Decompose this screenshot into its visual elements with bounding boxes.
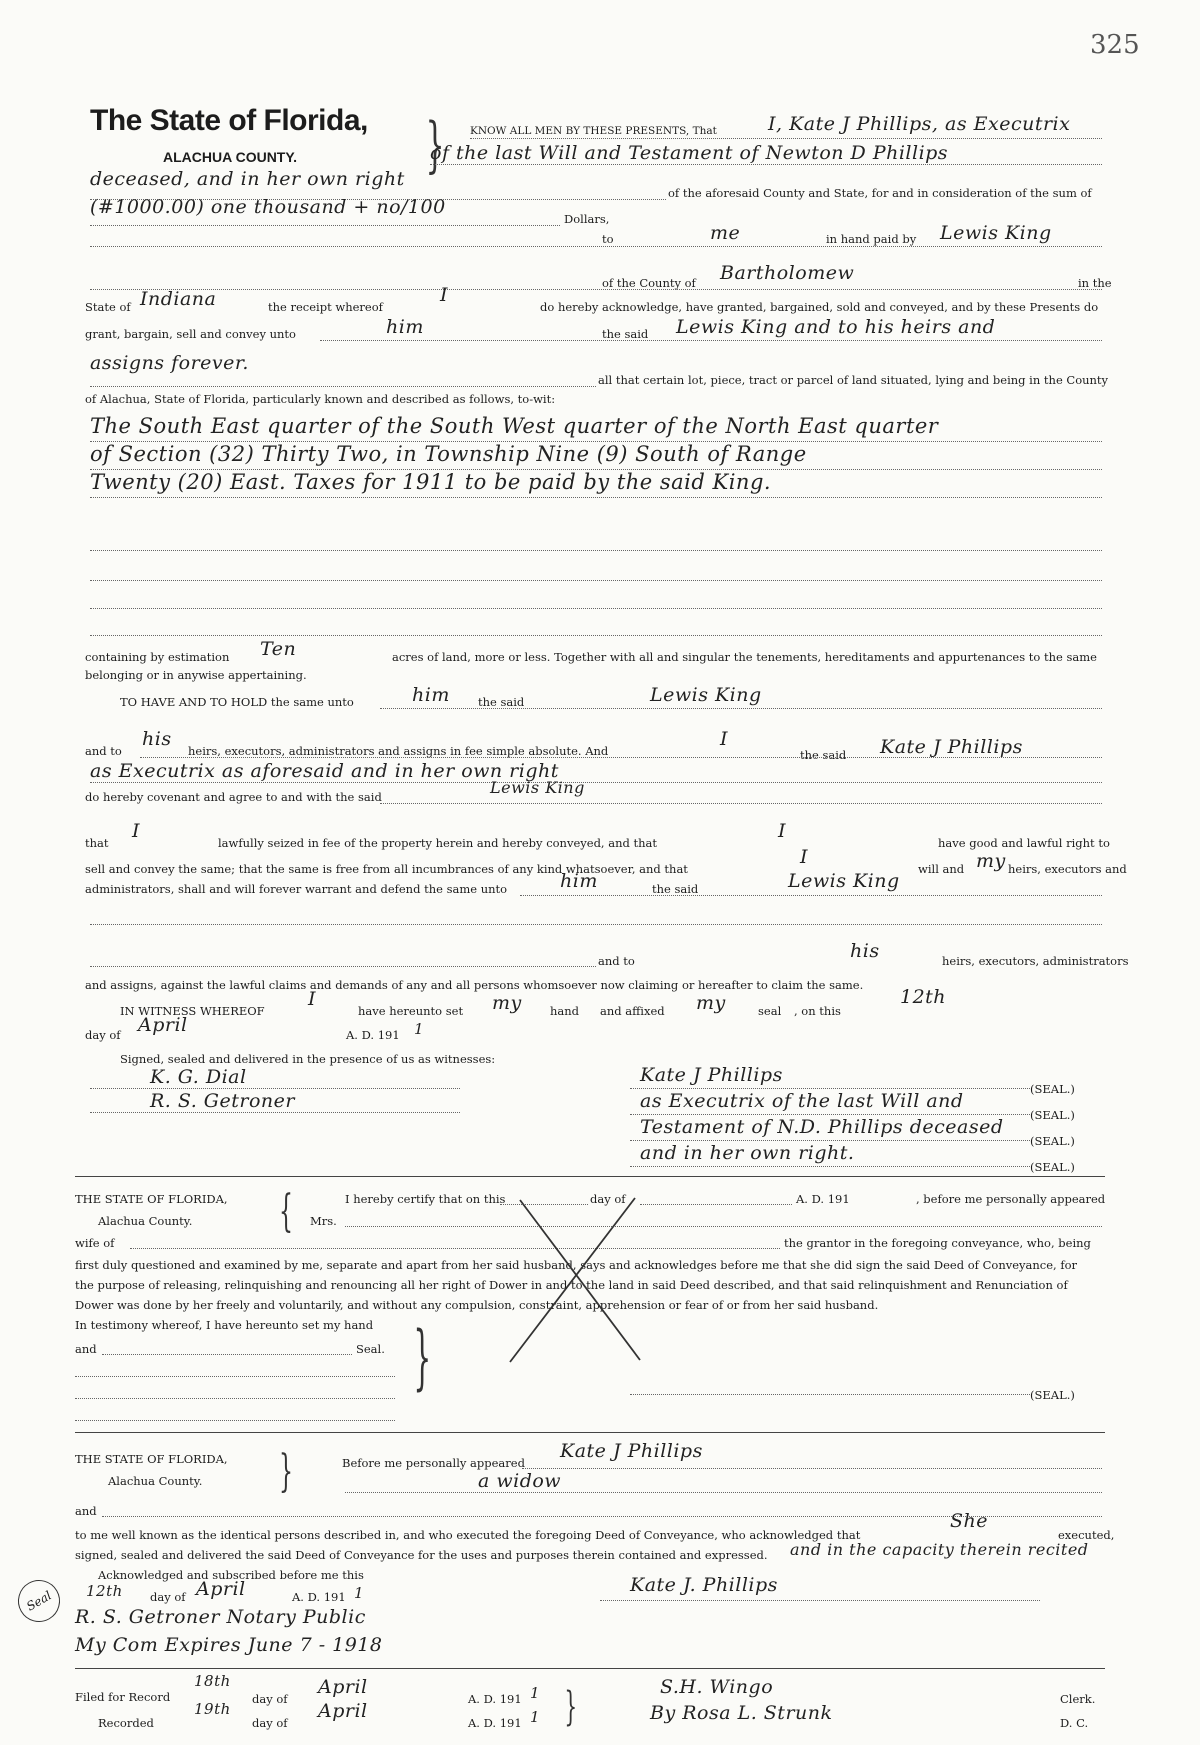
rule — [345, 1226, 1102, 1227]
day-of-label: day of — [85, 1028, 121, 1042]
receipt-i-hw: I — [440, 284, 449, 306]
rule — [380, 708, 1102, 709]
dower-paragraph-2: the purpose of releasing, relinquishing and renouncing all her right of Dower in and to the land in said Deed described, and that said relinquishment and Renunciation of — [75, 1278, 1068, 1292]
rule — [90, 550, 1102, 551]
rule — [90, 1112, 460, 1113]
rule — [630, 1166, 1030, 1167]
andto-his-hw: his — [850, 940, 880, 962]
rule — [630, 1088, 1030, 1089]
rule — [90, 635, 1102, 636]
certify-text: I hereby certify that on this — [345, 1192, 506, 1206]
rec-year-hw: 1 — [530, 1708, 541, 1726]
lawful-right-text: have good and lawful right to — [938, 836, 1110, 850]
paid-by-label: in hand paid by — [826, 232, 917, 246]
signature-line-2: as Executrix of the last Will and — [640, 1090, 964, 1112]
county-hw: Bartholomew — [720, 262, 855, 284]
seized-i-hw: I — [132, 820, 141, 842]
capacity-hw: and in the capacity therein recited — [790, 1540, 1089, 1559]
appeared-text: , before me personally appeared — [916, 1192, 1106, 1206]
sub-day-hw: 12th — [86, 1582, 123, 1600]
before-me-text: Before me personally appeared — [342, 1456, 525, 1470]
rule — [90, 608, 1102, 609]
filed-day-hw: 18th — [194, 1672, 231, 1690]
dower-county: Alachua County. — [98, 1214, 193, 1228]
covenant-text: do hereby covenant and agree to and with the said — [85, 790, 382, 804]
ack-state: THE STATE OF FLORIDA, — [75, 1452, 228, 1466]
consideration-text: of the aforesaid County and State, for and in consideration of the sum of — [668, 186, 1092, 200]
brace-icon: } — [564, 1684, 578, 1730]
seal-mark: (SEAL.) — [1030, 1082, 1075, 1096]
commission-hw: My Com Expires June 7 - 1918 — [75, 1634, 383, 1656]
wife-of-label: wife of — [75, 1236, 115, 1250]
brace-icon: { — [279, 1186, 293, 1237]
fee-simple-text: heirs, executors, administrators and assigns in fee simple absolute. And — [188, 744, 609, 758]
ad-label: A. D. 191 — [796, 1192, 850, 1206]
clerk-signature: S.H. Wingo — [660, 1676, 774, 1698]
dower-paragraph-3: Dower was done by her freely and voluntarily, and without any compulsion, constraint, apprehension or fear of or from her said husband. — [75, 1298, 879, 1312]
testimony-text: In testimony whereof, I have hereunto set my hand — [75, 1318, 374, 1332]
day-of-label: day of — [150, 1590, 186, 1604]
grant-text: grant, bargain, sell and convey unto — [85, 327, 296, 341]
containing-label: containing by estimation — [85, 650, 230, 664]
ad-label: A. D. 191 — [468, 1692, 522, 1706]
witness-day-hw: 12th — [900, 986, 947, 1008]
rule — [430, 164, 1102, 165]
dc-label: D. C. — [1060, 1716, 1089, 1730]
cancel-x-mark — [500, 1190, 650, 1370]
and-label: and — [75, 1504, 97, 1518]
belonging-text: belonging or in anywise appertaining. — [85, 668, 307, 682]
grantee-heirs-hw: Lewis King and to his heirs and — [676, 316, 996, 338]
ack-county: Alachua County. — [108, 1474, 203, 1488]
rule — [380, 803, 1102, 804]
rule — [470, 138, 1102, 139]
ad-label: A. D. 191 — [468, 1716, 522, 1730]
seal-label: seal — [758, 1004, 782, 1018]
seal-label: Seal. — [356, 1342, 385, 1356]
widow-hw: a widow — [478, 1470, 562, 1492]
in-the-label: in the — [1078, 276, 1112, 290]
known-text: to me well known as the identical persons described in, and who executed the foregoing Deed of Conveyance, who acknowledged that — [75, 1528, 861, 1542]
filed-year-hw: 1 — [530, 1684, 541, 1702]
know-all-men: KNOW ALL MEN BY THESE PRESENTS, That — [470, 125, 717, 137]
section-divider — [75, 1176, 1105, 1177]
grantee-name-hw: Lewis King — [940, 222, 1052, 244]
seized-i2-hw: I — [778, 820, 787, 842]
deceased-hw: deceased, and in her own right — [90, 168, 405, 190]
day-of-label: day of — [590, 1192, 626, 1206]
affixed-label: and affixed — [600, 1004, 665, 1018]
filed-label: Filed for Record — [75, 1690, 171, 1704]
rule — [90, 386, 596, 387]
admin-him-hw: him — [560, 870, 598, 892]
rule — [345, 1492, 1102, 1493]
grantor-signature: Kate J Phillips — [640, 1064, 783, 1086]
rule — [90, 966, 596, 967]
witness-1-signature: K. G. Dial — [150, 1066, 247, 1088]
the-said-label: the said — [800, 748, 847, 762]
witness-2-signature: R. S. Getroner — [150, 1090, 295, 1112]
rule — [90, 924, 1102, 925]
acknowledge-text: do hereby acknowledge, have granted, bargained, sold and conveyed, and by these Presents do — [540, 300, 1099, 314]
habendum-grantee-hw: Lewis King — [650, 684, 762, 706]
section-divider — [75, 1432, 1105, 1433]
the-said-label: the said — [602, 327, 649, 341]
and-label: and — [75, 1342, 97, 1356]
state-hw: Indiana — [140, 288, 217, 310]
rule — [90, 497, 1102, 498]
receipt-label: the receipt whereof — [268, 300, 383, 314]
ad-label: A. D. 191 — [346, 1028, 400, 1042]
on-this-label: , on this — [794, 1004, 841, 1018]
brace-icon: } — [413, 1316, 432, 1398]
rule — [630, 1394, 1030, 1395]
rule — [90, 225, 560, 226]
sell-my-hw: my — [976, 850, 1006, 872]
day-of-label: day of — [252, 1692, 288, 1706]
witness-year-hw: 1 — [414, 1020, 425, 1038]
rule — [522, 1468, 1102, 1469]
rec-month-hw: April — [318, 1700, 368, 1722]
ack-name-hw: Kate J Phillips — [560, 1440, 703, 1462]
rule — [520, 895, 1102, 896]
acres-hw: Ten — [260, 638, 297, 660]
signed-sealed-text: Signed, sealed and delivered in the presence of us as witnesses: — [120, 1052, 496, 1066]
rule — [75, 1398, 395, 1399]
assigns-hw: assigns forever. — [90, 352, 249, 374]
brace-icon: } — [279, 1446, 293, 1497]
description-line-1: The South East quarter of the South West quarter of the North East quarter — [90, 414, 939, 438]
description-line-3: Twenty (20) East. Taxes for 1911 to be paid by the said King. — [90, 470, 772, 494]
sell-i-hw: I — [800, 846, 809, 868]
the-said-label: the said — [652, 882, 699, 896]
seal-mark: (SEAL.) — [1030, 1388, 1075, 1402]
rule — [75, 1376, 395, 1377]
rule — [75, 1420, 395, 1421]
rule — [630, 1114, 1030, 1115]
rule — [600, 1600, 1040, 1601]
and-to-label: and to — [85, 744, 122, 758]
sub-year-hw: 1 — [354, 1584, 365, 1602]
testament-hw: of the last Will and Testament of Newton D Phillips — [430, 142, 949, 164]
heirs-admin-text: heirs, executors, administrators — [942, 954, 1129, 968]
that-label: that — [85, 836, 109, 850]
dower-paragraph-1: first duly questioned and examined by me, separate and apart from her said husband, says and acknowledges before me that she did sign the said Deed of Conveyance, for — [75, 1258, 1078, 1272]
notary-seal-stamp: Seal — [10, 1572, 67, 1629]
rule — [130, 1248, 780, 1249]
witness-i-hw: I — [308, 988, 317, 1010]
subscribed-text: Acknowledged and subscribed before me this — [98, 1568, 364, 1582]
seal-mark: (SEAL.) — [1030, 1160, 1075, 1174]
section-divider — [75, 1668, 1105, 1669]
seal-mark: (SEAL.) — [1030, 1108, 1075, 1122]
ack-signature: Kate J. Phillips — [630, 1574, 778, 1596]
brace-icon: } — [425, 110, 445, 180]
dower-state: THE STATE OF FLORIDA, — [75, 1192, 228, 1206]
hand-label: hand — [550, 1004, 580, 1018]
executrix-hw: as Executrix as aforesaid and in her own right — [90, 760, 559, 782]
mrs-label: Mrs. — [310, 1214, 337, 1228]
grant-him-hw: him — [386, 316, 424, 338]
rule — [140, 757, 1102, 758]
lot-text: all that certain lot, piece, tract or parcel of land situated, lying and being in the County — [598, 373, 1109, 387]
grantor-name-hw: I, Kate J Phillips, as Executrix — [768, 113, 1071, 135]
heirs-grantor-hw: Kate J Phillips — [880, 736, 1023, 758]
county-of-label: of the County of — [602, 276, 696, 290]
rule — [90, 289, 1102, 290]
page-number: 325 — [1090, 30, 1140, 60]
form-county: ALACHUA COUNTY. — [163, 149, 298, 165]
heirs-his-hw: his — [142, 728, 172, 750]
habendum-him-hw: him — [412, 684, 450, 706]
she-hw: She — [950, 1510, 988, 1532]
executed-label: executed, — [1058, 1528, 1115, 1542]
admin-grantee-hw: Lewis King — [788, 870, 900, 892]
witness-my2-hw: my — [696, 992, 726, 1014]
seized-text: lawfully seized in fee of the property herein and hereby conveyed, and that — [218, 836, 658, 850]
heirs-exec-text: heirs, executors and — [1008, 862, 1127, 876]
grantee-to-hw: me — [710, 222, 741, 244]
sub-month-hw: April — [196, 1578, 246, 1600]
day-of-label: day of — [252, 1716, 288, 1730]
rule — [320, 340, 1102, 341]
lawful-claims-text: and assigns, against the lawful claims and demands of any and all persons whomsoever now claiming or hereafter to claim the same. — [85, 978, 864, 992]
rule — [90, 1088, 460, 1089]
seal-mark: (SEAL.) — [1030, 1134, 1075, 1148]
form-title: The State of Florida, — [90, 104, 368, 137]
rule — [90, 782, 1102, 783]
uses-text: signed, sealed and delivered the said Deed of Conveyance for the uses and purposes therein contained and expressed. — [75, 1548, 768, 1562]
to-wit-text: of Alachua, State of Florida, particularly known and described as follows, to-wit: — [85, 392, 556, 406]
filed-month-hw: April — [318, 1676, 368, 1698]
state-of-label: State of — [85, 300, 131, 314]
deputy-signature: By Rosa L. Strunk — [650, 1702, 833, 1724]
warrant-text: administrators, shall and will forever warrant and defend the same unto — [85, 882, 508, 896]
dollars-label: Dollars, — [564, 212, 610, 226]
the-said-label: the said — [478, 695, 525, 709]
grantor-text: the grantor in the foregoing conveyance, who, being — [784, 1236, 1091, 1250]
rule — [630, 1140, 1030, 1141]
ad-label: A. D. 191 — [292, 1590, 346, 1604]
covenant-grantee-hw: Lewis King — [490, 778, 585, 797]
description-line-2: of Section (32) Thirty Two, in Township Nine (9) South of Range — [90, 442, 807, 466]
clerk-label: Clerk. — [1060, 1692, 1096, 1706]
rule — [90, 580, 1102, 581]
heirs-i-hw: I — [720, 728, 729, 750]
incumbrances-text: sell and convey the same; that the same is free from all incumbrances of any kind whatsoever, and that — [85, 862, 688, 876]
rec-day-hw: 19th — [194, 1700, 231, 1718]
rule — [90, 246, 1102, 247]
acres-text: acres of land, more or less. Together with all and singular the tenements, hereditaments and appurtenances to the same — [392, 650, 1097, 664]
amount-hw: (#1000.00) one thousand + no/100 — [90, 196, 446, 218]
rule — [640, 1204, 792, 1205]
signature-line-4: and in her own right. — [640, 1142, 855, 1164]
recorded-label: Recorded — [98, 1716, 154, 1730]
habendum-label: TO HAVE AND TO HOLD the same unto — [120, 695, 354, 709]
signature-line-3: Testament of N.D. Phillips deceased — [640, 1116, 1004, 1138]
will-and-label: will and — [918, 862, 965, 876]
set-label: have hereunto set — [358, 1004, 464, 1018]
to-label: to — [602, 232, 614, 246]
notary-signature: R. S. Getroner Notary Public — [75, 1606, 366, 1628]
witness-whereof-label: IN WITNESS WHEREOF — [120, 1004, 265, 1018]
witness-my-hw: my — [492, 992, 522, 1014]
rule — [102, 1354, 352, 1355]
and-to-label: and to — [598, 954, 635, 968]
witness-month-hw: April — [138, 1014, 188, 1036]
